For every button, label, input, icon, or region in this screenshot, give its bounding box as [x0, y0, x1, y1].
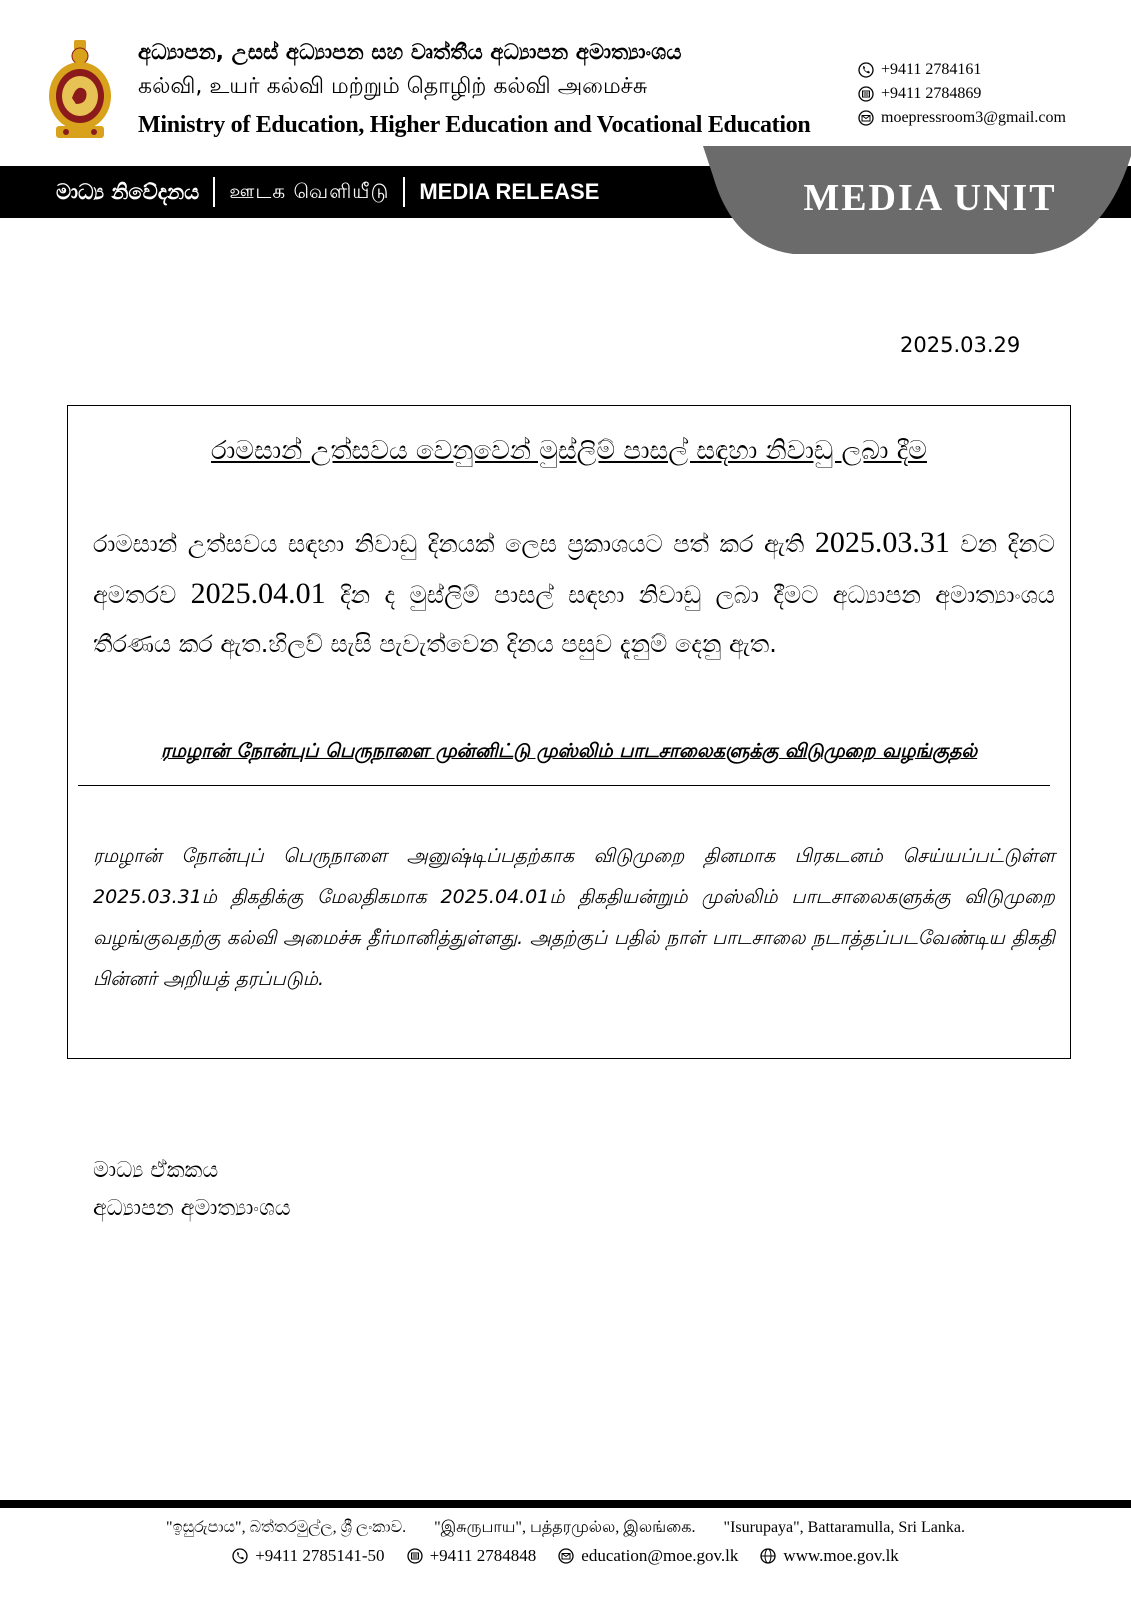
footer-address [0, 1518, 1131, 1538]
footer-fax: +9411 2784848 [429, 1546, 537, 1565]
ministry-name-english: Ministry of Education, Higher Education and Vocational Education [138, 112, 811, 138]
body-sinhala-part: වන දිනට අමතරව [93, 530, 1055, 609]
band-divider [213, 177, 215, 207]
fax-icon [858, 86, 874, 102]
header-email-row [858, 106, 1066, 130]
header-fax: +9411 2784869 [881, 85, 982, 102]
ministry-name-sinhala: අධ්‍යාපන, උසස් අධ්‍යාපන සහ වෘත්තීය අධ්‍යාපන අමාත්‍යාංශය [138, 40, 682, 64]
signature-unit: මාධ්‍ය ඒකකය [93, 1158, 219, 1183]
header-phone-row [858, 58, 1066, 82]
band-divider [403, 177, 405, 207]
footer-email-item[interactable] [558, 1546, 738, 1566]
divider-line [78, 785, 1050, 786]
footer-phone-item [232, 1546, 384, 1566]
email-icon [858, 110, 874, 126]
footer-email[interactable]: education@moe.gov.lk [581, 1546, 739, 1565]
body-sinhala-part: රාමසාන් උත්සවය සඳහා නිවාඩු දිනයක් ලෙස ප්‍රකාශයට පත් කර ඇති [93, 530, 805, 558]
footer-address-sinhala: "ඉසුරුපාය", බත්තරමුල්ල, ශ්‍රී ලංකාව. [166, 1519, 407, 1536]
phone-icon [858, 62, 874, 78]
body-sinhala-part: දින ද මුස්ලිම් පාසල් සඳහා නිවාඩු ලබා දීමට අධ්‍යාපන අමාත්‍යාංශය තීරණය කර ඇත.හිලව් සැසි පැවැත්වෙන දිනය පසුව දැනුම් දෙනු ඇත. [93, 581, 1055, 658]
sri-lanka-emblem [46, 40, 114, 140]
notice-body-tamil: ரமழான் நோன்புப் பெருநாளை அனுஷ்டிப்பதற்காக விடுமுறை தினமாக பிரகடனம் செய்யப்பட்டுள்ள 2025.03.31ம் திகதிக்கு மேலதிகமாக 2025.04.01ம் திகதியன்றும் முஸ்லிம் பாடசாலைகளுக்கு விடுமுறை வழங்குவதற்கு கல்வி அமைச்சு தீர்மானித்துள்ளது. அதற்குப் பதில் நாள் பாடசாலை நடாத்தப்படவேண்டிய திகதி பின்னர் அறியத் தரப்படும். [93, 845, 1055, 990]
notice-title-sinhala: රාමසාන් උත්සවය වෙනුවෙන් මුස්ලිම් පාසල් සඳහා නිවාඩු ලබා දීම [211, 436, 927, 466]
band-label-english: MEDIA RELEASE [419, 179, 600, 204]
band-label-sinhala: මාධ්‍ය නිවේදනය [56, 179, 200, 204]
signature-ministry: අධ්‍යාපන අමාත්‍යාංශය [93, 1196, 291, 1221]
footer-fax-item [407, 1546, 537, 1566]
body-sinhala-date: 2025.04.01 [190, 577, 326, 610]
footer-web[interactable]: www.moe.gov.lk [783, 1546, 899, 1565]
footer-web-item[interactable] [760, 1546, 898, 1566]
header-phone: +9411 2784161 [881, 61, 982, 78]
footer-contacts [0, 1546, 1131, 1566]
footer-address-english: "Isurupaya", Battaramulla, Sri Lanka. [723, 1519, 965, 1536]
fax-icon [407, 1548, 423, 1564]
notice-title-tamil: ரமழான் நோன்புப் பெருநாளை முன்னிட்டு முஸ்லிம் பாடசாலைகளுக்கு விடுமுறை வழங்குதல் [160, 740, 978, 762]
footer-address-tamil: "இசுருபாய", பத்தரமுல்ல, இலங்கை. [434, 1519, 696, 1536]
header-email[interactable]: moepressroom3@gmail.com [881, 109, 1066, 126]
email-icon [558, 1548, 574, 1564]
ministry-name-tamil: கல்வி, உயர் கல்வி மற்றும் தொழிற் கல்வி அமைச்சு [138, 74, 648, 99]
phone-icon [232, 1548, 248, 1564]
band-label-tamil: ஊடக வெளியீடு [229, 178, 390, 203]
media-unit-label: MEDIA UNIT [803, 177, 1057, 219]
web-icon [760, 1548, 776, 1564]
band-labels [56, 166, 599, 218]
header-contacts [858, 58, 1066, 130]
footer-phone: +9411 2785141-50 [255, 1546, 385, 1565]
header-fax-row [858, 82, 1066, 106]
release-date: 2025.03.29 [900, 333, 1021, 357]
footer-rule [0, 1500, 1131, 1508]
notice-body-sinhala [93, 518, 1055, 669]
body-sinhala-date: 2025.03.31 [814, 526, 950, 559]
